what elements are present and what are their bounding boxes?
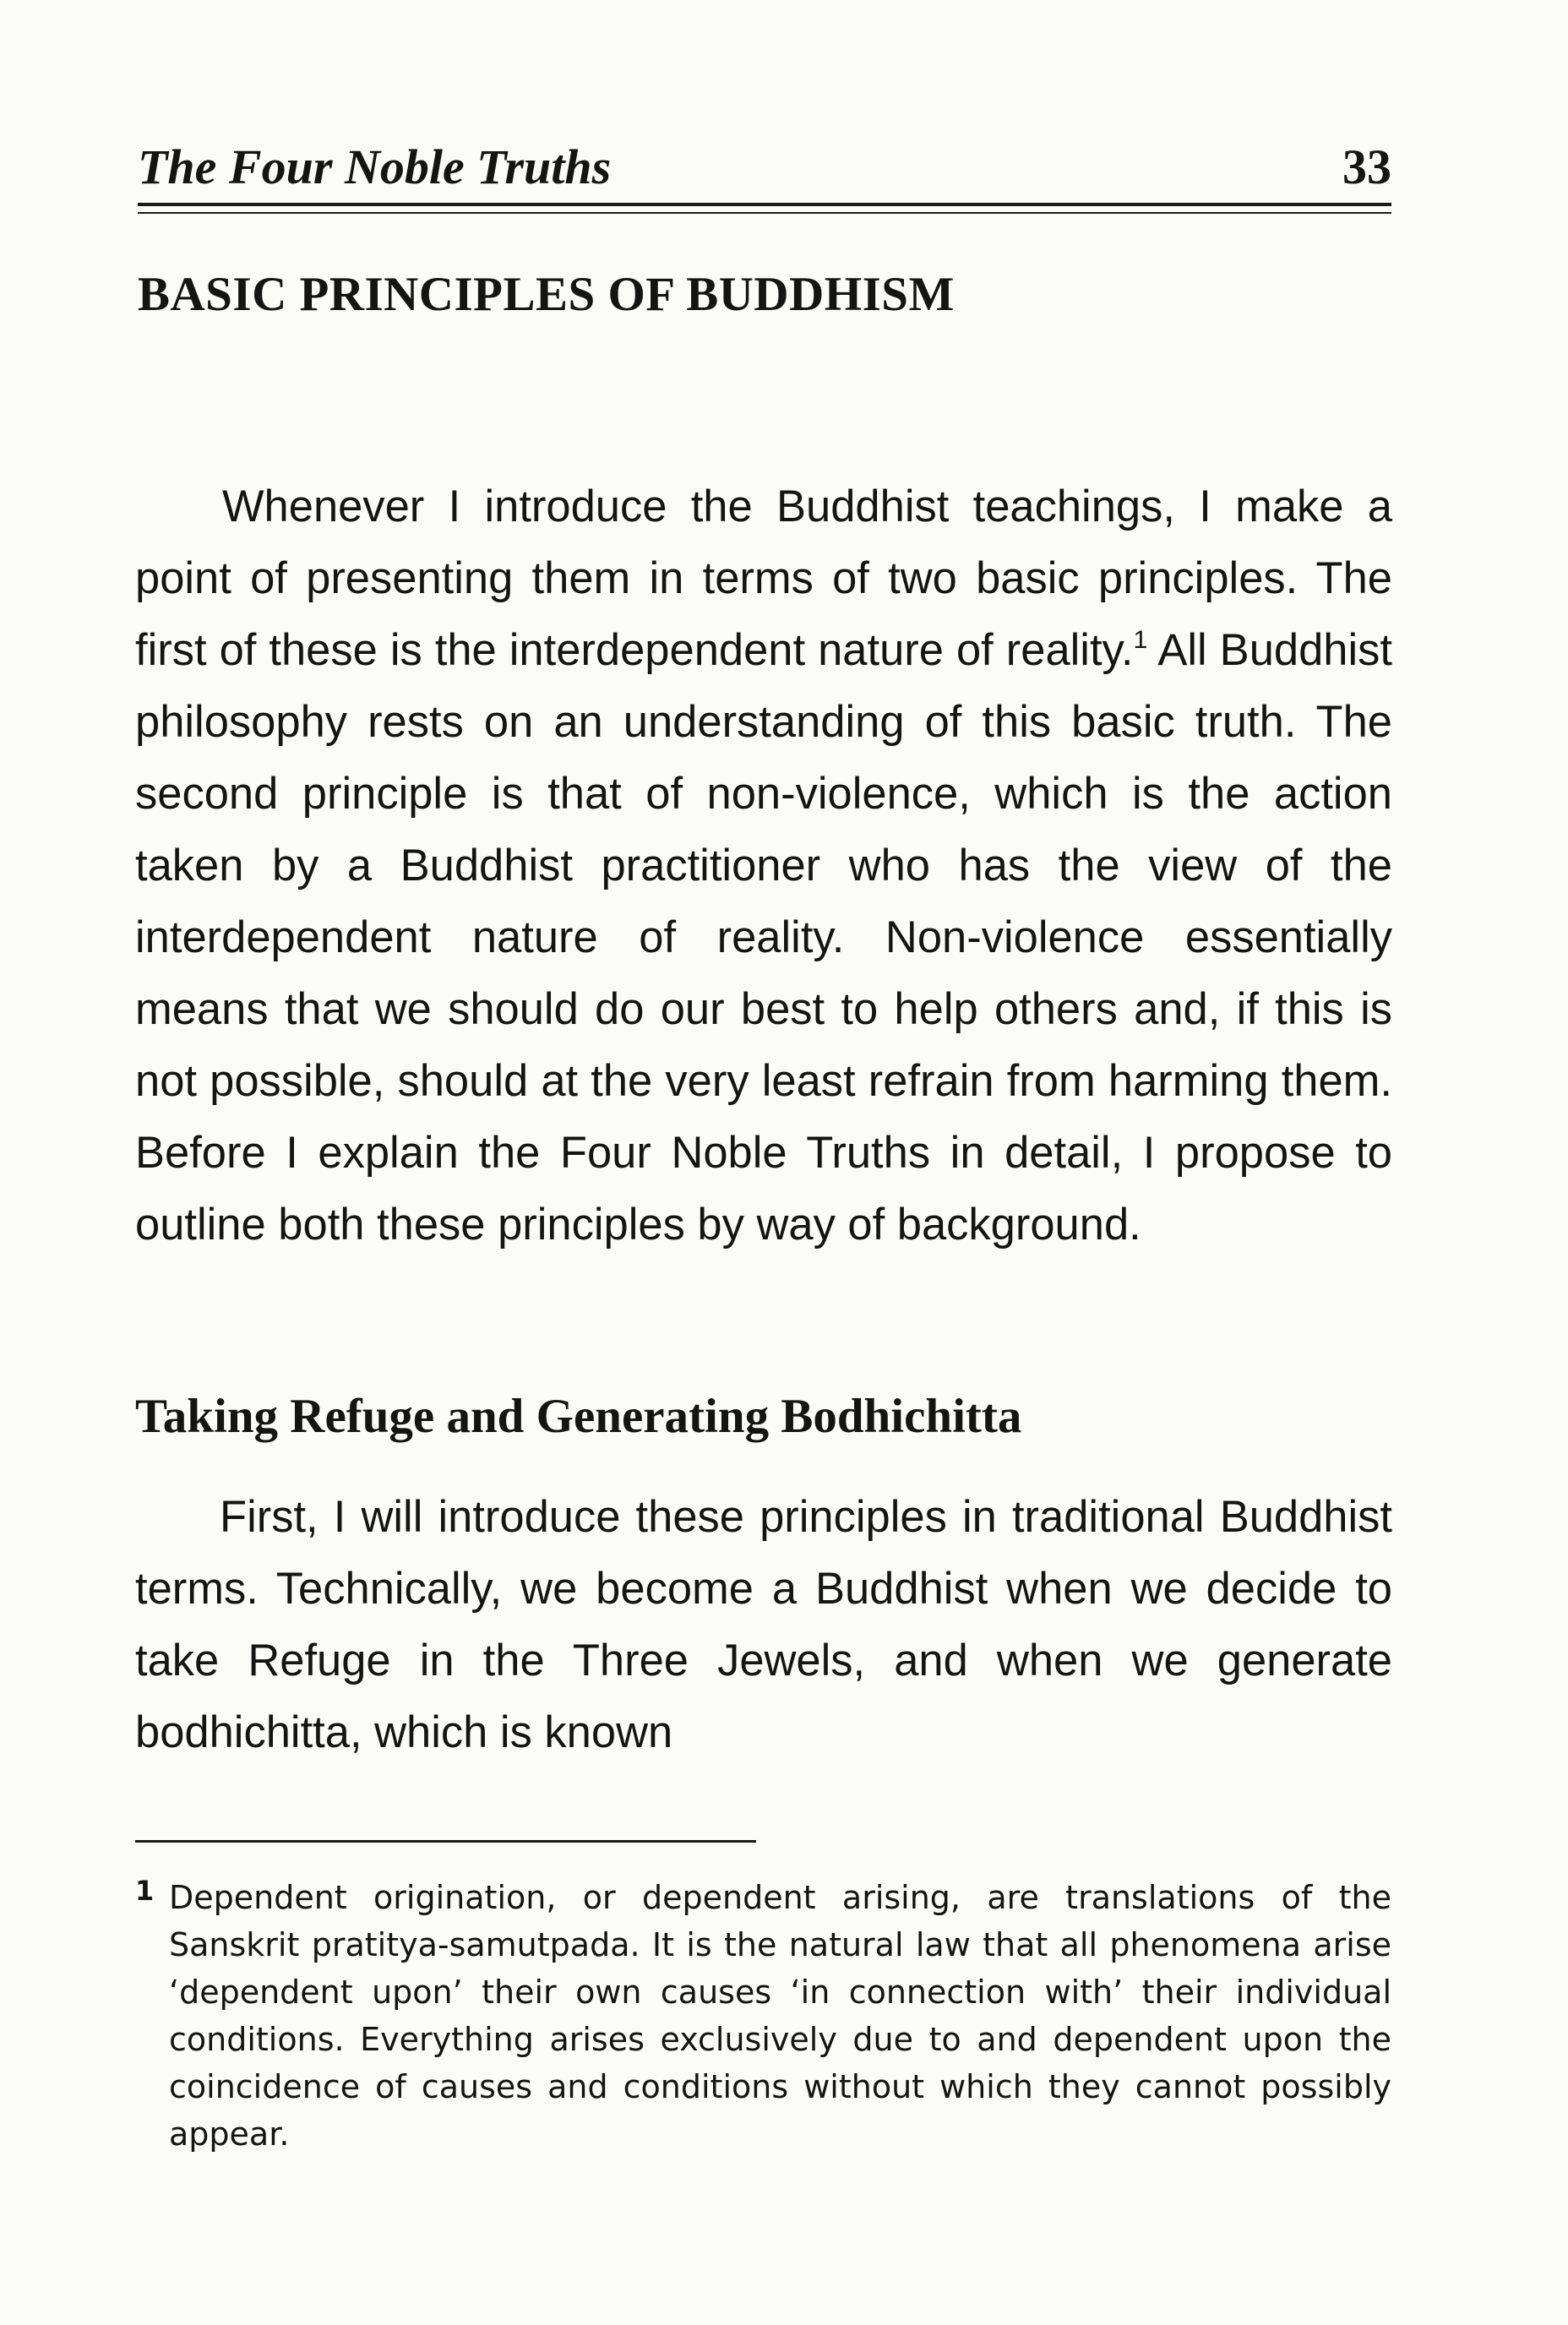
section-heading: BASIC PRINCIPLES OF BUDDHISM (138, 268, 955, 321)
header-rule-thick (138, 203, 1391, 206)
section-paragraph (135, 471, 1392, 1261)
running-head (138, 133, 1391, 201)
paragraph-text-part-2: All Buddhist philosophy rests on an understanding of this basic truth. The second principle is that of non-violence, which is the action taken by a Buddhist practitioner who has the view of the interdependent nature of reality. Non-violence essentially means that we should do our best to help others and, if this is not possible, should at the very least refrain from harming them. Before I explain the Four Noble Truths in detail, I propose to outline both these principles by way of background. (135, 625, 1392, 1250)
subsection-heading: Taking Refuge and Generating Bodhichitta (135, 1390, 1022, 1443)
footnote-rule (135, 1840, 756, 1843)
subsection-paragraph: First, I will introduce these principles in traditional Buddhist terms. Technically, we become a Buddhist when we decide to take Refuge in the Three Jewels, and when we generate bodhichitta, which is known (135, 1492, 1392, 1757)
footnote: 1 Dependent origination, or dependent arising, are translations of the Sanskrit pratitya-samutpada. It is the natural law that all phenomena arise ‘dependent upon’ their own causes ‘in connection with’ their individual conditions. Everything arises exclusively due to and dependent upon the coincidence of causes and conditions without which they cannot possibly appear. (135, 1875, 1391, 2153)
page-number: 33 (1342, 139, 1391, 194)
footnote-text: Dependent origination, or dependent arising, are translations of the Sanskrit pratitya-samutpada. It is the natural law that all phenomena arise ‘dependent upon’ their own causes ‘in connection with’ their individual conditions. Everything arises exclusively due to and dependent upon the coincidence of causes and conditions without which they cannot possibly appear. (169, 1879, 1391, 2153)
paragraph-text-part-1: Whenever I introduce the Buddhist teachings, I make a point of presenting them in terms of two basic principles. The first of these is the interdependent nature of reality. (135, 482, 1392, 675)
footnote-reference: 1 (1133, 626, 1148, 654)
header-rule-thin (138, 212, 1391, 214)
running-head-title: The Four Noble Truths (138, 139, 612, 194)
